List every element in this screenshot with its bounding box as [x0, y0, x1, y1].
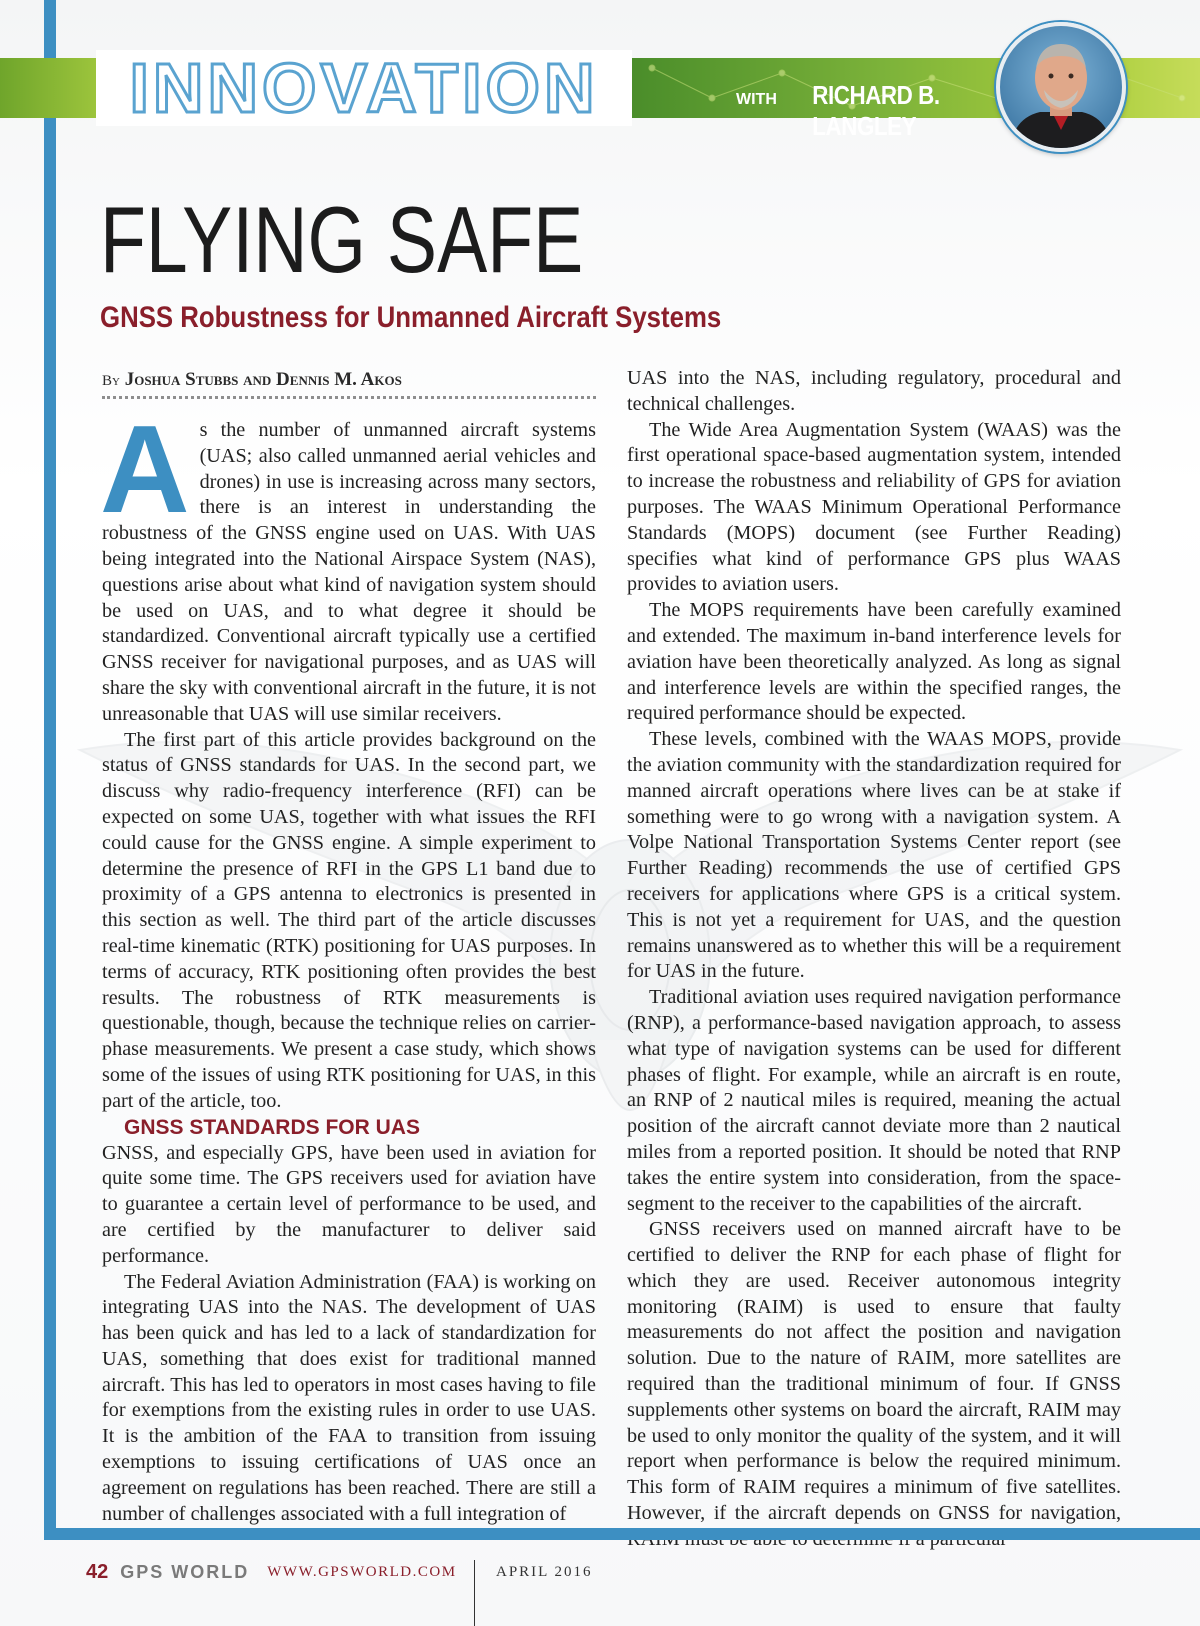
column-host — [736, 80, 992, 141]
section-title: INNOVATION — [96, 50, 632, 126]
portrait-illustration — [1000, 26, 1122, 148]
left-accent-rule — [44, 0, 56, 1540]
publication-url[interactable]: WWW.GPSWORLD.COM — [267, 1563, 457, 1580]
page-footer — [86, 1556, 706, 1588]
issue-date: APRIL 2016 — [496, 1564, 593, 1580]
paragraph — [100, 401, 596, 728]
paragraph: GNSS receivers used on manned aircraft have to be certified to deliver the RNP for each phase of flight for which they are used. Receiver autonomous integrity monitoring (RAIM) is used to ensure that faulty measurements do not affect the position and navigation solution. Due to the nature of RAIM, more satellites are required than the traditional minimum of four. If GNSS supplements other systems on board the aircraft, RAIM may be used to only monitor the quality of the system, and it will report when performance is below the required minimum. This form of RAIM requires a minimum of five satellites. However, if the aircraft depends on GNSS for navigation, — [627, 1218, 1121, 1525]
section-heading: GNSS STANDARDS FOR UAS — [124, 1115, 420, 1139]
banner-left-strip — [0, 58, 96, 118]
paragraph: The first part of this article provides background on the status of GNSS standards for UAS. In the second part, we discuss why radio-frequency interference (RFI) can be expected on some UAS, together with what issues the RFI could cause for the GNSS engine. A simple experiment to determine the presence of RFI in the GPS L1 band due to proximity of a GPS antenna to electronics is presented in this section as well. The third part of the article discusses real-time kinematic (RTK) positioning for UAS purposes. In terms of accuracy, RTK positioning often provides the best results. The robustness of RTK measurements is questionable, though, because the technique relies on carrier-phase measurements. We present a case study, which shows some of the issues of using RTK positioning for UAS, in this part of the article, too. — [102, 728, 596, 1112]
footer-divider — [474, 1560, 475, 1626]
paragraph: The Federal Aviation Administration (FAA) is working on integrating UAS into the NAS. The development of UAS has been quick and has led to a lack of standardization for UAS, something that does exist for traditional manned aircraft. This has led to operators in most cases having to file for exemptions from the existing rules in order to use UAS. It is the ambition of the FAA to transition from issuing exemptions to issuing certifications of UAS once an agreement on regulations has been reached. There are still a number of challenges associated with a full integration of — [102, 1270, 596, 1525]
body-column-right — [627, 366, 1121, 1553]
article-subtitle: GNSS Robustness for Unmanned Aircraft Systems — [100, 301, 722, 334]
paragraph: UAS into the NAS, including regulatory, procedural and technical challenges. — [627, 367, 1121, 415]
page-number: 42 — [86, 1560, 109, 1583]
host-name: RICHARD B. LANGLEY — [812, 80, 940, 141]
with-word: WITH — [736, 91, 777, 108]
paragraph: The Wide Area Augmentation System (WAAS) was the first operational space-based augmentation system, intended to increase the robustness and reliability of GPS for aviation purposes. The WAAS Minimum Operational Performance Standards (MOPS) document (see Further Reading) specifies what kind of performance GPS plus WAAS provides to aviation users. — [627, 418, 1121, 596]
bottom-accent-rule — [44, 1528, 1200, 1540]
publication-name: GPS WORLD — [120, 1561, 250, 1582]
body-column-left — [100, 401, 596, 1527]
paragraph: Traditional aviation uses required navigation performance (RNP), a performance-based navigation approach, to assess what type of navigation systems can be used for different phases of flight. For example, while an aircraft is en route, an RNP of 2 nautical miles is required, meaning the actual position of the aircraft cannot deviate more than 2 nautical miles from a reported position. It should be noted that RNP takes the entire system into consideration, from the space-segment to the receiver to the capabilities of the aircraft. — [627, 986, 1121, 1215]
article-title: FLYING SAFE — [100, 187, 584, 292]
host-portrait — [996, 22, 1126, 152]
author-byline — [102, 366, 596, 399]
paragraph: GNSS, and especially GPS, have been used in aviation for quite some time. The GPS receivers used for aviation have to guarantee a certain level of performance to be used, and are certified by the manufacturer to deliver said performance. — [102, 1141, 596, 1267]
paragraph: The MOPS requirements have been carefully examined and extended. The maximum in-band interference levels for aviation have been theoretically analyzed. As long as signal and interference levels are within the specified ranges, the required performance should be expected. — [627, 599, 1121, 725]
paragraph-text: s the number of unmanned aircraft systems (UAS; also called unmanned aerial vehicles and drones) in use is increasing across many sectors, there is an interest in understanding the robustness of the GNSS engine used on UAS. With UAS being integrated into the National Airspace System (NAS), questions arise about what kind of navigation system should be used on UAS, and to what degree it should be standardized. Conventional aircraft typically use a certified GNSS receiver for navigational purposes, and as UAS will share the sky with conventional aircraft in the future, it is not unreasonable that UAS will use similar receivers. — [102, 419, 596, 725]
by-label: By — [102, 373, 120, 389]
paragraph: These levels, combined with the WAAS MOPS, provide the aviation community with the standardization required for manned aircraft operations where lives can be at stake if something were to go wrong with a navigation system. A Volpe National Transportation Systems Center report (see Further Reading) recommends the use of certified GPS receivers for applications where GPS is a critical system. This is not yet a requirement for UAS, and the question remains unanswered as to whether this will be a requirement for UAS in the future. — [627, 728, 1121, 983]
author-names: Joshua Stubbs and Dennis M. Akos — [124, 369, 402, 390]
drop-cap: A — [100, 401, 190, 539]
